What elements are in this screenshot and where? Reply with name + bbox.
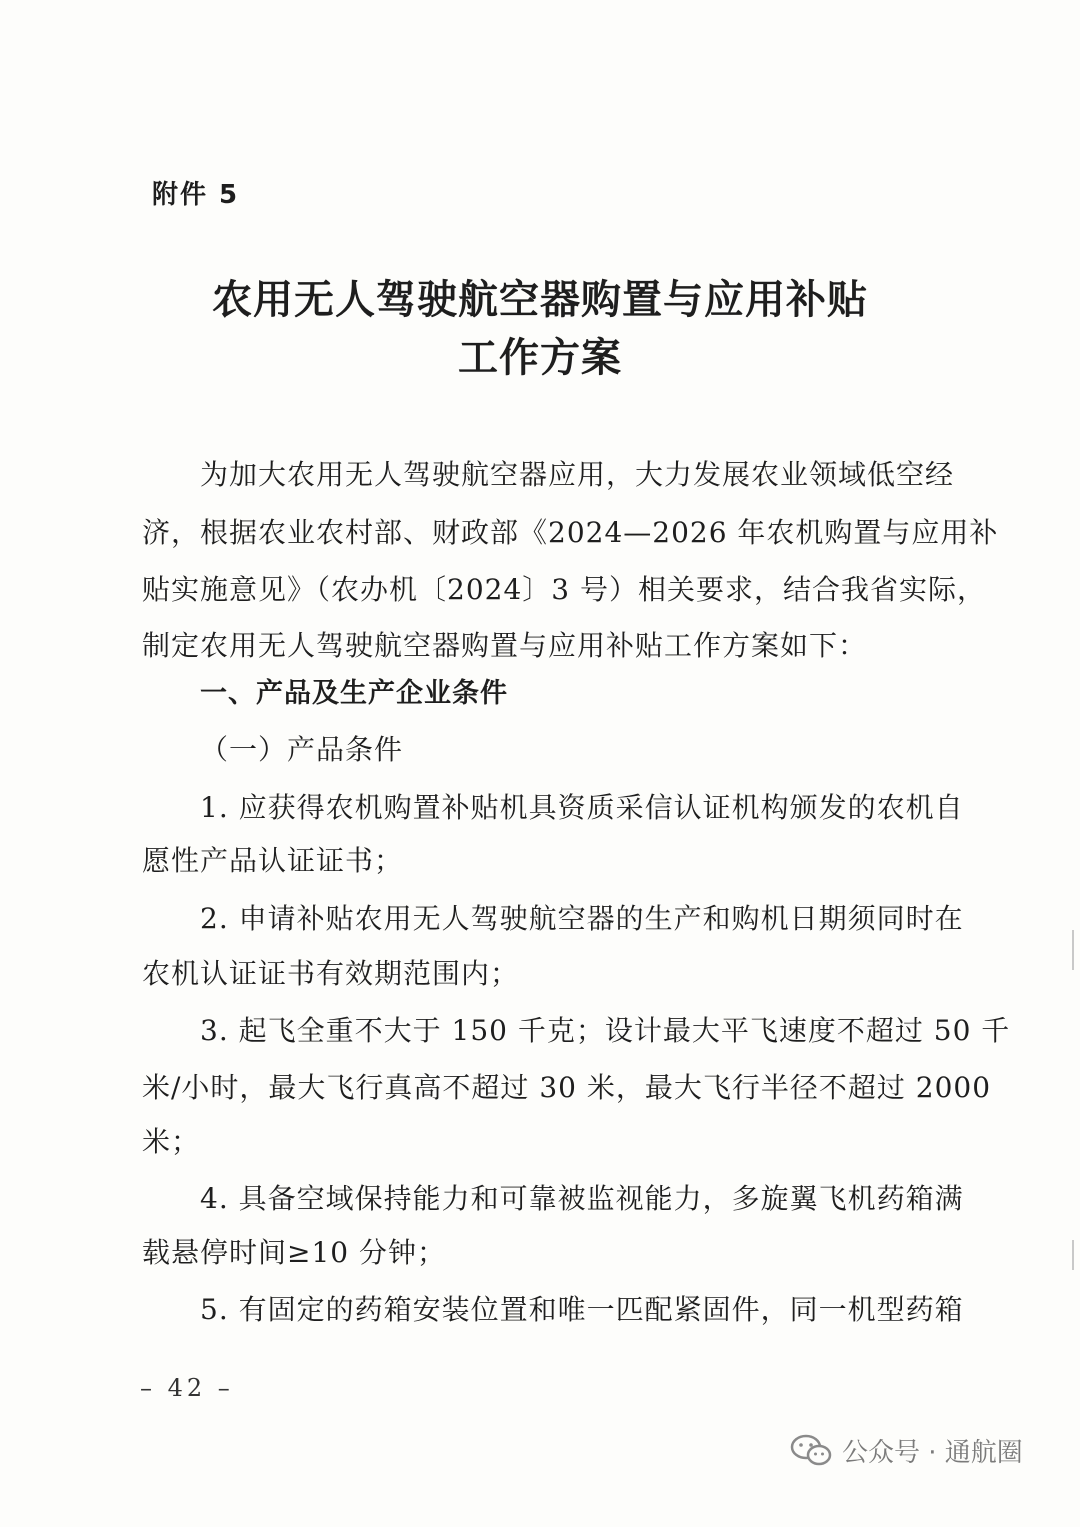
paragraph-line: 济，根据农业农村部、财政部《2024—2026 年农机购置与应用补 <box>142 516 999 549</box>
list-item-line: 3. 起飞全重不大于 150 千克；设计最大平飞速度不超过 50 千 <box>200 1014 1011 1047</box>
scan-artifact <box>1072 930 1074 970</box>
paragraph-line: 制定农用无人驾驶航空器购置与应用补贴工作方案如下： <box>142 629 868 662</box>
watermark-text: 公众号 · 通航圈 <box>842 1437 1023 1468</box>
subsection-heading: （一）产品条件 <box>200 733 404 766</box>
page-number: – 42 – <box>140 1374 234 1402</box>
list-item-line: 农机认证证书有效期范围内； <box>142 957 520 990</box>
scan-artifact <box>1072 1240 1074 1270</box>
document-title-line-1: 农用无人驾驶航空器购置与应用补贴 <box>212 276 868 323</box>
paragraph-line: 为加大农用无人驾驶航空器应用，大力发展农业领域低空经 <box>200 458 955 491</box>
watermark <box>790 1430 1023 1470</box>
list-item-line: 米/小时，最大飞行真高不超过 30 米，最大飞行半径不超过 2000 <box>142 1071 992 1104</box>
list-item-line: 5. 有固定的药箱安装位置和唯一匹配紧固件，同一机型药箱 <box>200 1293 964 1326</box>
list-item-line: 4. 具备空域保持能力和可靠被监视能力，多旋翼飞机药箱满 <box>200 1182 964 1215</box>
paragraph-line: 贴实施意见》（农办机〔2024〕3 号）相关要求，结合我省实际， <box>142 573 986 606</box>
list-item-line: 2. 申请补贴农用无人驾驶航空器的生产和购机日期须同时在 <box>200 902 964 935</box>
list-item-line: 1. 应获得农机购置补贴机具资质采信认证机构颁发的农机自 <box>200 791 964 824</box>
document-title-line-2: 工作方案 <box>458 334 622 381</box>
wechat-icon <box>790 1433 832 1467</box>
list-item-line: 米； <box>142 1125 201 1158</box>
list-item-line: 载悬停时间≥10 分钟； <box>142 1236 446 1269</box>
section-heading: 一、产品及生产企业条件 <box>200 678 508 709</box>
list-item-line: 愿性产品认证证书； <box>142 844 404 877</box>
attachment-label: 附件 5 <box>152 180 240 210</box>
